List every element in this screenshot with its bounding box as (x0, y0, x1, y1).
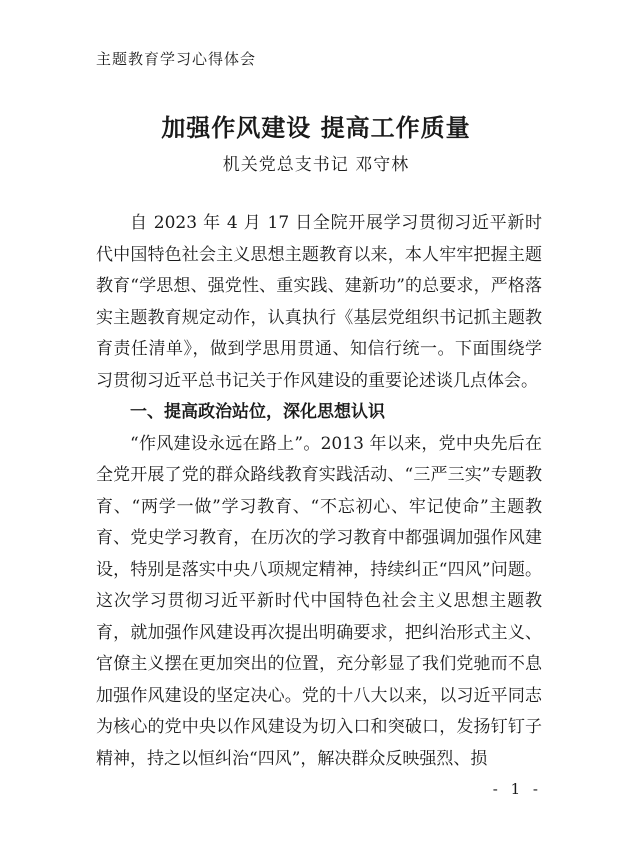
intro-paragraph: 自 2023 年 4 月 17 日全院开展学习贯彻习近平新时代中国特色社会主义思想主题教育以来，本人牢牢把握主题教育“学思想、强党性、重实践、建新功”的总要求，严格落实主题教育规定动作，认真执行《基层党组织书记抓主题教育责任清单》，做到学思用贯通、知信行统一。下面围绕学习贯彻习近平总书记关于作风建设的重要论述谈几点体会。 (96, 213, 542, 391)
document-header-label: 主题教育学习心得体会 (96, 50, 257, 68)
body-paragraph: “作风建设永远在路上”。2013 年以来，党中央先后在全党开展了党的群众路线教育实践活动、“三严三实”专题教育、“两学一做”学习教育、“不忘初心、牢记使命”主题教育、党史学习教育，在历次的学习教育中都强调加强作风建设，特别是落实中央八项规定精神，持续纠正“四风”问题。这次学习贯彻习近平新时代中国特色社会主义思想主题教育，就加强作风建设再次提出明确要求，把纠治形式主义、官僚主义摆在更加突出的位置，充分彰显了我们党驰而不息加强作风建设的坚定决心。党的十八大以来，以习近平同志为核心的党中央以作风建设为切入口和突破口，发扬钉钉子精神，持之以恒纠治“四风”，解决群众反映强烈、损 (96, 433, 542, 769)
document-author: 机关党总支书记 邓守林 (222, 155, 410, 175)
section-heading: 一、提高政治站位，深化思想认识 (130, 402, 385, 422)
document-body (96, 208, 542, 775)
page-number: - 1 - (492, 780, 542, 798)
document-title: 加强作风建设 提高工作质量 (161, 113, 471, 142)
